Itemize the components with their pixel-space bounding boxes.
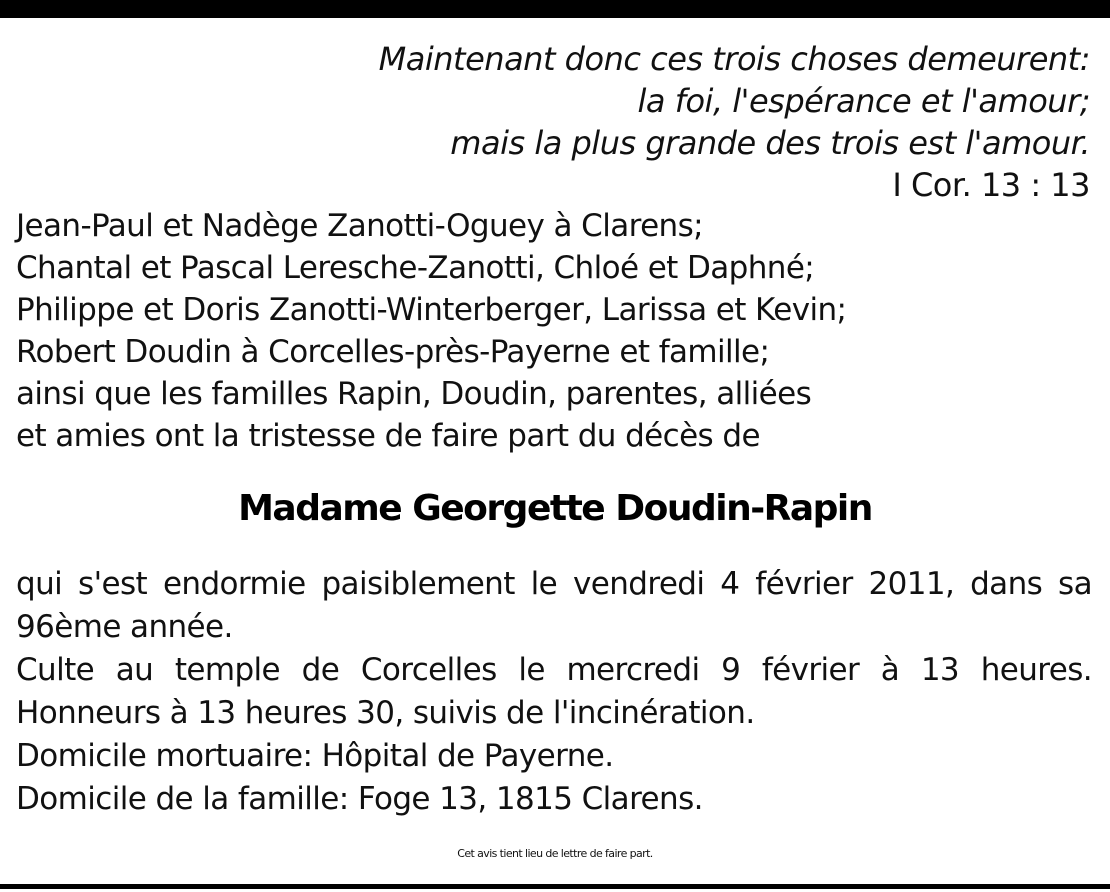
passing-announcement-line xyxy=(16,563,1092,606)
verse-line: la foi, l'espérance et l'amour; xyxy=(637,82,1090,120)
age-line: 96ème année. xyxy=(16,609,233,645)
bottom-border-rule xyxy=(0,884,1110,889)
word: mercredi xyxy=(566,652,700,688)
family-address-line: Domicile de la famille: Foge 13, 1815 Clarens. xyxy=(16,781,703,817)
word: février xyxy=(755,566,853,602)
word: février xyxy=(761,652,860,688)
word: 2011, xyxy=(868,566,955,602)
family-line: et amies ont la tristesse de faire part du décès de xyxy=(16,418,760,454)
closing-note: Cet avis tient lieu de lettre de faire part. xyxy=(457,847,653,860)
family-line: Philippe et Doris Zanotti-Winterberger, Larissa et Kevin; xyxy=(16,292,847,328)
bible-verse xyxy=(90,38,1090,206)
family-line: Robert Doudin à Corcelles-près-Payerne et famille; xyxy=(16,334,770,370)
family-line: Jean-Paul et Nadège Zanotti-Oguey à Clarens; xyxy=(16,208,703,244)
word: de xyxy=(301,652,340,688)
honours-line: Honneurs à 13 heures 30, suivis de l'incinération. xyxy=(16,695,755,731)
deceased-name: Madame Georgette Doudin-Rapin xyxy=(238,488,872,529)
mortuary-line: Domicile mortuaire: Hôpital de Payerne. xyxy=(16,738,614,774)
verse-line: Maintenant donc ces trois choses demeurent: xyxy=(378,40,1090,78)
word: à xyxy=(880,652,900,688)
word: paisiblement xyxy=(321,566,515,602)
word: Corcelles xyxy=(360,652,497,688)
word: Culte xyxy=(16,652,95,688)
word: endormie xyxy=(162,566,306,602)
family-line: ainsi que les familles Rapin, Doudin, parentes, alliées xyxy=(16,376,812,412)
word: s'est xyxy=(78,566,148,602)
word: sa xyxy=(1058,566,1092,602)
word: au xyxy=(115,652,154,688)
word: 9 xyxy=(721,652,741,688)
word: le xyxy=(530,566,558,602)
word: qui xyxy=(16,566,63,602)
word: le xyxy=(518,652,545,688)
verse-reference: I Cor. 13 : 13 xyxy=(892,166,1090,204)
word: temple xyxy=(174,652,281,688)
verse-line: mais la plus grande des trois est l'amour. xyxy=(450,124,1090,162)
word: vendredi xyxy=(573,566,705,602)
word: 4 xyxy=(720,566,740,602)
top-border-rule xyxy=(0,0,1110,18)
family-line: Chantal et Pascal Leresche-Zanotti, Chloé et Daphné; xyxy=(16,250,815,286)
word: heures. xyxy=(980,652,1092,688)
word: 13 xyxy=(920,652,960,688)
service-details xyxy=(16,563,1092,821)
family-list xyxy=(16,205,846,457)
service-line xyxy=(16,649,1092,692)
word: dans xyxy=(970,566,1043,602)
